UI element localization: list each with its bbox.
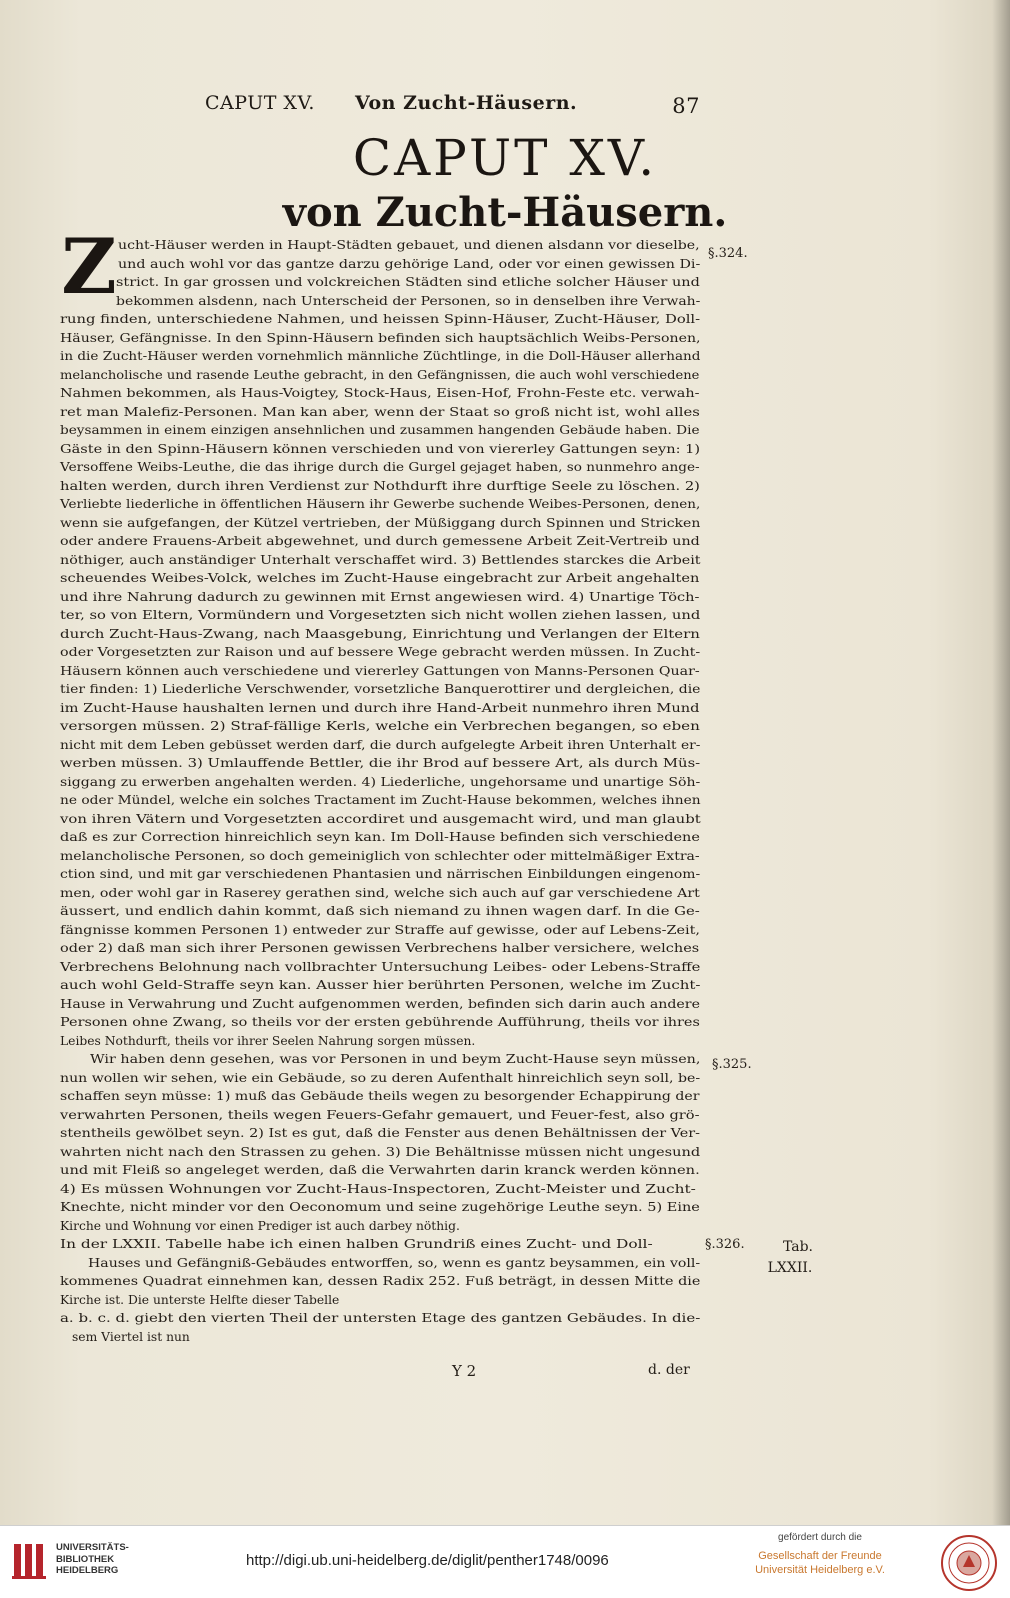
body-line: im Zucht-Hause haushalten lernen und durch ihre Hand-Arbeit nunmehro ihren Mund <box>60 700 700 715</box>
body-line: bekommen alsdenn, nach Unterscheid der Personen, so in denselben ihre Verwah- <box>116 293 701 308</box>
sponsor-name-line: Universität Heidelberg e.V. <box>755 1564 885 1576</box>
margin-note-326: §.326. <box>705 1237 745 1252</box>
body-line: werben müssen. 3) Umlauffende Bettler, die ihr Brod auf bessere Art, als durch Müs- <box>60 756 701 770</box>
body-line: melancholische und rasende Leuthe gebracht, in den Gefängnissen, die auch wohl verschiedene <box>60 367 700 382</box>
university-seal-icon <box>940 1534 998 1592</box>
body-line: oder andere Frauens-Arbeit abgewehnet, und durch gemessene Arbeit Zeit-Vertreib und <box>60 534 700 548</box>
body-line: 4) Es müssen Wohnungen vor Zucht-Haus-Inspectoren, Zucht-Meister und Zucht- <box>60 1181 696 1196</box>
margin-tab-label: Tab. <box>782 1239 813 1255</box>
running-head-chapter: CAPUT XV. <box>205 92 315 114</box>
body-line: und auch wohl vor das gantze darzu gehörige Land, oder vor einen gewissen Di- <box>118 256 701 271</box>
body-line: Verliebte liederliche in öffentlichen Häusern ihr Gewerbe suchende Weibes-Personen, denen, <box>60 497 701 511</box>
body-line: und mit Fleiß so angeleget werden, daß die Verwahrten darin kranck werden können. <box>60 1163 700 1177</box>
body-line: ucht-Häuser werden in Haupt-Städten gebauet, und dienen alsdann vor dieselbe, <box>118 238 700 252</box>
body-line: rung finden, unterschiedene Nahmen, und heissen Spinn-Häuser, Zucht-Häuser, Doll- <box>60 312 701 326</box>
library-name-line: UNIVERSITÄTS- <box>56 1542 129 1553</box>
viewer-footer <box>0 1525 1010 1598</box>
body-line: scheuendes Weibes-Volck, welches im Zucht-Hause eingebracht zur Arbeit angehalten <box>60 571 700 585</box>
library-name <box>56 1542 129 1577</box>
body-line: Kirche ist. Die unterste Helfte dieser Tabelle <box>60 1292 340 1307</box>
body-line: Versoffene Weibs-Leuthe, die das ihrige durch die Gurgel gejaget haben, so nunmehro ange- <box>60 460 700 474</box>
body-line: in die Zucht-Häuser werden vornehmlich männliche Züchtlinge, in die Doll-Häuser allerhand <box>60 349 701 363</box>
sponsor-name-line: Gesellschaft der Freunde <box>758 1550 882 1562</box>
body-line: ction sind, und mit gar verschiedenen Phantasien und närrischen Einbildungen eingenom- <box>60 867 701 881</box>
margin-note-324: §.324. <box>708 246 748 261</box>
body-line: Verbrechens Belohnung nach vollbrachter Untersuchung Leibes- oder Lebens-Straffe <box>60 959 701 974</box>
running-head-title: Von Zucht-Häusern. <box>355 92 578 114</box>
body-line: ter, so von Eltern, Vormündern und Vorgesetzten sich nicht wollen ziehen lassen, und <box>60 608 701 622</box>
body-line: versorgen müssen. 2) Straf-fällige Kerls, welche ein Verbrechen begangen, so eben <box>60 719 700 733</box>
body-line: In der LXXII. Tabelle habe ich einen halben Grundriß eines Zucht- und Doll- <box>60 1237 653 1251</box>
chapter-title: CAPUT XV. <box>352 129 658 187</box>
body-line: nöthiger, auch anständiger Unterhalt verschaffet wird. 3) Bettlendes starckes die Arbeit <box>60 552 701 567</box>
body-line: äussert, und endlich dahin kommt, daß sich niemand zu ihnen wagen darf. In die Ge- <box>60 904 700 918</box>
university-library-logo-icon <box>12 1540 46 1580</box>
drop-initial: Z <box>61 222 117 311</box>
body-line: beysammen in einem einzigen ansehnlichen und zusammen hangenden Gebäude haben. Die <box>60 423 700 437</box>
body-line: von ihren Vätern und Vorgesetzten accordiret und ausgemacht wird, und man glaubt <box>60 811 701 826</box>
body-line: wenn sie aufgefangen, der Kützel vertrieben, der Müßiggang durch Spinnen und Stricken <box>60 515 701 530</box>
body-line: und ihre Nahrung dadurch zu gewinnen mit Ernst angewiesen wird. 4) Unartige Töch- <box>60 589 700 604</box>
body-line: fängnisse kommen Personen 1) entweder zur Straffe auf gewisse, oder auf Lebens-Zeit, <box>60 922 700 937</box>
chapter-subtitle: von Zucht-Häusern. <box>282 189 728 236</box>
page-number: 87 <box>672 94 700 118</box>
margin-note-325: §.325. <box>712 1057 752 1072</box>
body-line: melancholische Personen, so doch gemeiniglich von schlechter oder mittelmäßiger Extra- <box>60 848 700 863</box>
margin-tab-number: LXXII. <box>767 1260 813 1276</box>
body-line: Gäste in den Spinn-Häusern können verschieden und von viererley Gattungen seyn: 1) <box>60 441 701 456</box>
body-line: oder 2) daß man sich ihrer Personen gewissen Verbrechens halber versichere, welches <box>60 941 700 955</box>
body-line: strict. In gar grossen und volckreichen Städten sind etliche solcher Häuser und <box>116 275 700 289</box>
body-line: Kirche und Wohnung vor einen Prediger ist auch darbey nöthig. <box>60 1218 460 1233</box>
library-name-line: HEIDELBERG <box>56 1565 119 1576</box>
body-line: ne oder Mündel, welche ein solches Tractament im Zucht-Hause bekommen, welches ihnen <box>60 793 701 807</box>
signature-mark: Y 2 <box>452 1362 477 1380</box>
body-line: tier finden: 1) Liederliche Verschwender, vorsetzliche Banquerottirer und dergleichen, die <box>60 682 701 696</box>
body-line: verwahrten Personen, theils wegen Feuers-Gefahr gemauert, und Feuer-fest, also grö- <box>60 1107 700 1122</box>
sponsor-credit <box>720 1532 920 1577</box>
body-line: auch wohl Geld-Straffe seyn kan. Ausser hier berührten Personen, welche im Zucht- <box>60 978 701 992</box>
body-line: halten werden, durch ihren Verdienst zur Nothdurft ihre durftige Seele zu löschen. 2) <box>60 478 700 493</box>
body-line: Wir haben denn gesehen, was vor Personen in und beym Zucht-Hause seyn müssen, <box>90 1052 701 1066</box>
body-line: Häusern können auch verschiedene und viererley Gattungen von Manns-Personen Quar- <box>60 663 700 678</box>
body-line: a. b. c. d. giebt den vierten Theil der untersten Etage des gantzen Gebäudes. In die- <box>60 1311 701 1325</box>
catchword: d. der <box>648 1362 690 1378</box>
body-line: stentheils gewölbet seyn. 2) Ist es gut, daß die Fenster aus denen Behältnissen der Ver- <box>60 1126 700 1140</box>
body-line: nicht mit dem Leben gebüsset werden darf, die durch aufgelegte Arbeit ihren Unterhalt er- <box>60 737 701 752</box>
body-line: Nahmen bekommen, als Haus-Voigtey, Stock-Haus, Eisen-Hof, Frohn-Feste etc. verwah- <box>60 386 700 400</box>
body-line: Knechte, nicht minder vor den Oeconomum und seine zugehörige Leuthe seyn. 5) Eine <box>60 1200 700 1214</box>
permalink-url[interactable]: http://digi.ub.uni-heidelberg.de/diglit/penther1748/0096 <box>246 1552 609 1569</box>
body-line: men, oder wohl gar in Raserey gerathen sind, welche sich auch auf gar verschiedene Art <box>60 885 700 900</box>
body-line: Häuser, Gefängnisse. In den Spinn-Häusern befinden sich hauptsächlich Weibs-Personen, <box>60 330 701 345</box>
sponsor-label: gefördert durch die <box>778 1532 862 1543</box>
body-line: Hause in Verwahrung und Zucht aufgenommen werden, befinden sich darin auch andere <box>60 996 700 1011</box>
body-line: schaffen seyn müsse: 1) muß das Gebäude theils wegen zu besorgender Echappirung der <box>60 1089 700 1103</box>
body-line: Hauses und Gefängniß-Gebäudes entworffen, so, wenn es gantz beysammen, ein voll- <box>88 1255 701 1270</box>
body-line: daß es zur Correction hinreichlich seyn kan. Im Doll-Hause befinden sich verschiedene <box>60 830 700 844</box>
body-line: wahrten nicht nach den Strassen zu gehen. 3) Die Behältnisse müssen nicht ungesund <box>60 1144 701 1159</box>
body-line: durch Zucht-Haus-Zwang, nach Maasgebung, Einrichtung und Verlangen der Eltern <box>60 626 700 641</box>
body-line: siggang zu erwerben angehalten werden. 4) Liederliche, ungehorsame und unartige Söh- <box>60 774 701 789</box>
body-line: Leibes Nothdurft, theils vor ihrer Seelen Nahrung sorgen müssen. <box>60 1033 476 1048</box>
body-line: Personen ohne Zwang, so theils vor der ersten gebührende Aufführung, theils vor ihres <box>60 1015 700 1029</box>
body-line: sem Viertel ist nun <box>72 1329 190 1344</box>
body-line: nun wollen wir sehen, wie ein Gebäude, so zu deren Aufenthalt hinreichlich seyn soll, be- <box>60 1070 701 1085</box>
body-line: oder Vorgesetzten zur Raison und auf bessere Wege gebracht werden müssen. In Zucht- <box>60 645 701 659</box>
body-line: kommenes Quadrat einnehmen kan, dessen Radix 252. Fuß beträgt, in dessen Mitte die <box>60 1274 701 1288</box>
library-name-line: BIBLIOTHEK <box>56 1553 115 1565</box>
body-line: ret man Malefiz-Personen. Man kan aber, wenn der Staat so groß nicht ist, wohl alles <box>60 404 700 419</box>
